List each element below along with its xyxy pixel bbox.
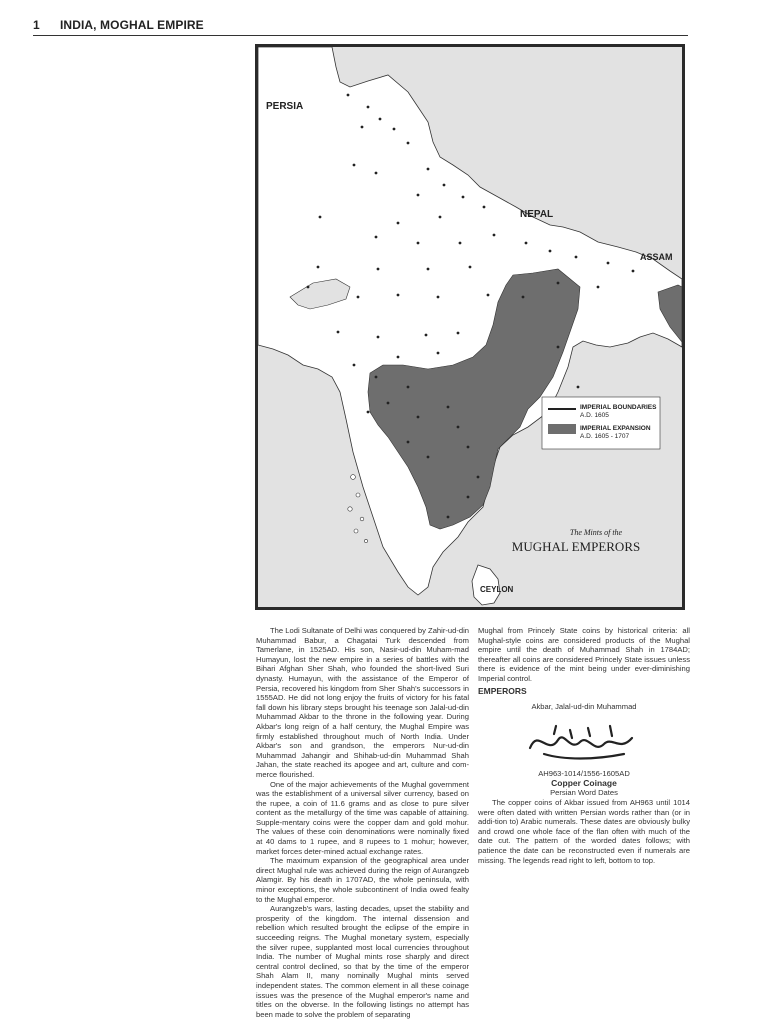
map-legend <box>542 397 660 449</box>
section-heading: EMPERORS <box>478 685 527 696</box>
paragraph: One of the major achievements of the Mughal government was the establishment of a universal silver currency, based on the rupee, a coin of 11.6 grams and as close to pure silver content as the metallurgy of the time was capable of attaining. Supple-mentary coins were the copper dam and gold mohur. The values of these coin denominations were nominally fixed at 40 dams to 1 rupee, and 8 rupees to 1 mohur; however, market forces deter-mined actual exchange rates. <box>256 779 469 856</box>
expansion-swatch <box>548 424 576 434</box>
map-title: MUGHAL EMPERORS <box>511 539 641 554</box>
page-header <box>33 18 688 36</box>
left-text-column <box>256 626 469 1019</box>
map-svg <box>258 47 682 607</box>
label-persia: PERSIA <box>266 101 304 112</box>
label-assam: ASSAM <box>640 252 673 262</box>
page-number: 1 <box>33 18 40 32</box>
header-rule <box>33 35 688 36</box>
label-nepal: NEPAL <box>520 209 554 220</box>
legend-expansion-date: A.D. 1605 - 1707 <box>580 433 630 440</box>
paragraph: The copper coins of Akbar issued from AH963 until 1014 were often dated with written Persian words rather than (or in addi-tion to) Arabic numerals. These dates are obviously bulky and crowd one whole face of the flan often with much of the date cut. The pattern of the worded dates follows; with patience the date can be reconstructed even if numerals are missing. The legends read right to left, bottom to top. <box>478 797 690 865</box>
coinage-subheading: Persian Word Dates <box>550 788 618 798</box>
ruler-name: Akbar, Jalal-ud-din Muhammad <box>531 702 637 712</box>
map-subtitle: The Mints of the <box>569 528 623 537</box>
ruler-dates: AH963-1014/1556-1605AD <box>538 768 630 778</box>
paragraph: Mughal from Princely State coins by historical criteria: all Mughal-style coins are considered products of the Mughal empire until the death of Muhammad Shah in 1784AD; thereafter all coins are considered Princely State issues unless there is evidence of the mint being under ever-diminishing Imperial control. <box>478 626 690 683</box>
akbar-calligraphy-image <box>524 718 644 766</box>
paragraph: The Lodi Sultanate of Delhi was conquered by Zahir-ud-din Muhammad Babur, a Chagatai Turk descended from Tamerlane, in 1525AD. His son, Nasir-ud-din Muham-mad Humayun, lost the new empire in a series of battles with the Bihari Afghan Sher Shah, who founded the short-lived Suri dynasty. Humayun, with the assistance of the Emperor of Persia, recovered his kingdom from Sher Shah's successors in 1555AD. He did not long enjoy the fruits of victory for his fatal fall down his library steps brought his teenage son Jalal-ud-din Muhammad Akbar to the throne in the following year. During Akbar's long reign of a half century, the Mughal Empire was firmly established throughout much of North India. Under Akbar's son and grandson, the emperors Nur-ud-din Muhammad Jahangir and Shihab-ud-din Muhammad Shah Jahan, the state reached its apogee and art, culture and com-merce flourished. <box>256 626 469 779</box>
label-ceylon: CEYLON <box>480 585 514 594</box>
paragraph: The maximum expansion of the geographical area under direct Mughal rule was achieved during the reign of Aurangzeb Alamgir. By his death in 1707AD, the whole peninsula, with minor exceptions, the whole subcontinent of India owed fealty to the Mughal emperor. <box>256 856 469 904</box>
paragraph: Aurangzeb's wars, lasting decades, upset the stability and prosperity of the kingdom. The internal dissension and rebellion which resulted brought the eclipse of the empire in succeeding reigns. The Mughal monetary system, especially the silver rupee, supplanted most local currencies throughout India. The number of Mughal mints rose sharply and direct central control declined, so that by the time of the emperor Shah Alam II, many nominally Mughal mints served independent states. The common element in all these coinage issues was the presence of the Mughal emperor's name and titles on the obverse. In the following listings no attempt has been made to solve the problem of separating <box>256 904 469 1019</box>
legend-boundaries-label: IMPERIAL BOUNDARIES <box>580 404 657 411</box>
right-text-column <box>478 626 690 865</box>
mughal-mints-map <box>255 44 685 610</box>
legend-boundaries-date: A.D. 1605 <box>580 412 609 419</box>
page-title: INDIA, MOGHAL EMPIRE <box>60 18 204 32</box>
legend-expansion-label: IMPERIAL EXPANSION <box>580 425 651 432</box>
coinage-heading: Copper Coinage <box>551 778 617 789</box>
